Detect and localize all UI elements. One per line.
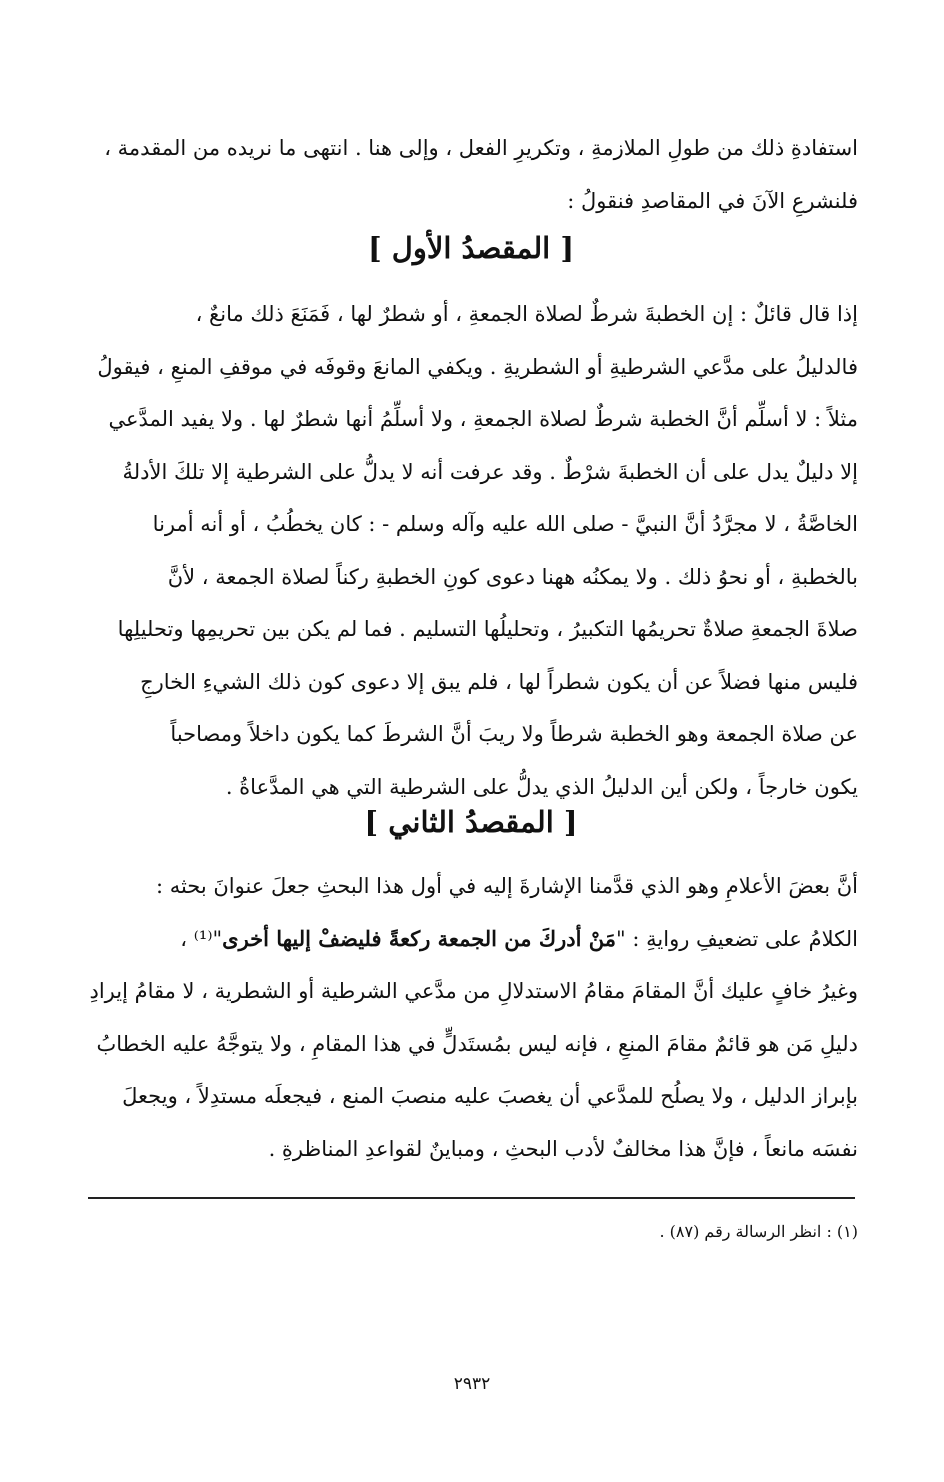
text-line: يكون خارجاً ، ولكن أين الدليلُ الذي يدلُّ على الشرطية التي هي المدَّعاةُ .: [225, 774, 858, 799]
section-heading-second: [ المقصدُ الثاني ]: [364, 805, 578, 839]
footnote-text: (١) : انظر الرسالة رقم (٨٧) .: [659, 1222, 858, 1241]
text-line: نفسَه مانعاً ، فإنَّ هذا مخالفٌ لأدب البحثِ ، ومباينٌ لقواعدِ المناظرةِ .: [268, 1136, 858, 1161]
text-line-with-quote: [88, 913, 858, 966]
page-number: ٢٩٣٢: [453, 1374, 491, 1394]
text-line: وغيرُ خافٍ عليك أنَّ المقامَ مقامُ الاستدلالِ من مدَّعي الشرطية أو الشطرية ، لا مقامُ إيرادِ: [89, 979, 858, 1003]
text-line: أنَّ بعضَ الأعلامِ وهو الذي قدَّمنا الإشارةَ إليه في أول هذا البحثِ جعلَ عنوانَ بحثه :: [155, 874, 858, 898]
text-line: صلاةَ الجمعةِ صلاةٌ تحريمُها التكبيرُ ، وتحليلُها التسليم . فما لم يكن بين تحريمِها وتحليلِها: [117, 617, 858, 641]
quote-lead: الكلامُ على تضعيفِ روايةِ : ": [616, 926, 858, 951]
text-line: مثلاً : لا أسلِّم أنَّ الخطبة شرطٌ لصلاة الجمعةِ ، ولا أسلِّمُ أنها شطرٌ لها . ولا يفيد المدَّعي: [108, 407, 858, 431]
text-line: إلا دليلٌ يدل على أن الخطبةَ شرْطٌ . وقد عرفت أنه لا يدلُّ على الشرطية إلا تلكَ الأدلةُ: [122, 459, 858, 484]
text-line: بالخطبةِ ، أو نحوُ ذلك . ولا يمكنُه ههنا دعوى كونِ الخطبةِ ركناً لصلاة الجمعة ، لأنَّ: [167, 564, 858, 589]
section-heading-first: [ المقصدُ الأول ]: [367, 231, 575, 265]
text-line: بإبراز الدليل ، ولا يصلُح للمدَّعي أن يغصبَ عليه منصبَ المنع ، فيجعلَه مستدِلاً ، ويجعلَ: [122, 1084, 858, 1108]
text-line: دليلِ مَن هو قائمٌ مقامَ المنعِ ، فإنه ليس بمُستَدلٍّ في هذا المقامِ ، ولا يتوجَّهُ عليه الخطابُ: [96, 1031, 858, 1056]
text-line: الخاصَّةُ ، لا مجرَّدُ أنَّ النبيَّ - صلى الله عليه وآله وسلم - : كان يخطُبُ ، أو أنه أمرنا: [152, 512, 858, 536]
section-second-paragraph: [88, 860, 858, 1175]
text-line: فلنشرعِ الآنَ في المقاصدِ فنقولُ :: [567, 188, 858, 213]
text-line: عن صلاة الجمعة وهو الخطبة شرطاً ولا ريبَ أنَّ الشرطَ كما يكون داخلاً ومصاحباً: [170, 722, 858, 746]
hadith-quote: مَنْ أدركَ من الجمعة ركعةً فليضفْ إليها أخرى: [222, 925, 617, 951]
text-line: استفادةِ ذلك من طولِ الملازمةِ ، وتكريرِ الفعل ، وإلى هنا . انتهى ما نريده من المقدمة ،: [104, 136, 858, 160]
text-line: فالدليلُ على مدَّعي الشرطيةِ أو الشطريةِ . ويكفي المانعَ وقوفَه في موقفِ المنعِ ، فيقولُ: [97, 354, 858, 379]
text-line: إذا قال قائلٌ : إن الخطبةَ شرطٌ لصلاة الجمعةِ ، أو شطرٌ لها ، فَمَنَعَ ذلك مانعٌ ،: [195, 302, 858, 326]
footnote-reference[interactable]: "⁽¹⁾ ،: [180, 926, 223, 951]
section-first-paragraph: [88, 288, 858, 813]
intro-paragraph: [88, 122, 858, 227]
footnote-divider: [88, 1197, 855, 1199]
text-line: فليس منها فضلاً عن أن يكون شطراً لها ، فلم يبق إلا دعوى كون ذلك الشيءِ الخارجِ: [140, 669, 858, 694]
